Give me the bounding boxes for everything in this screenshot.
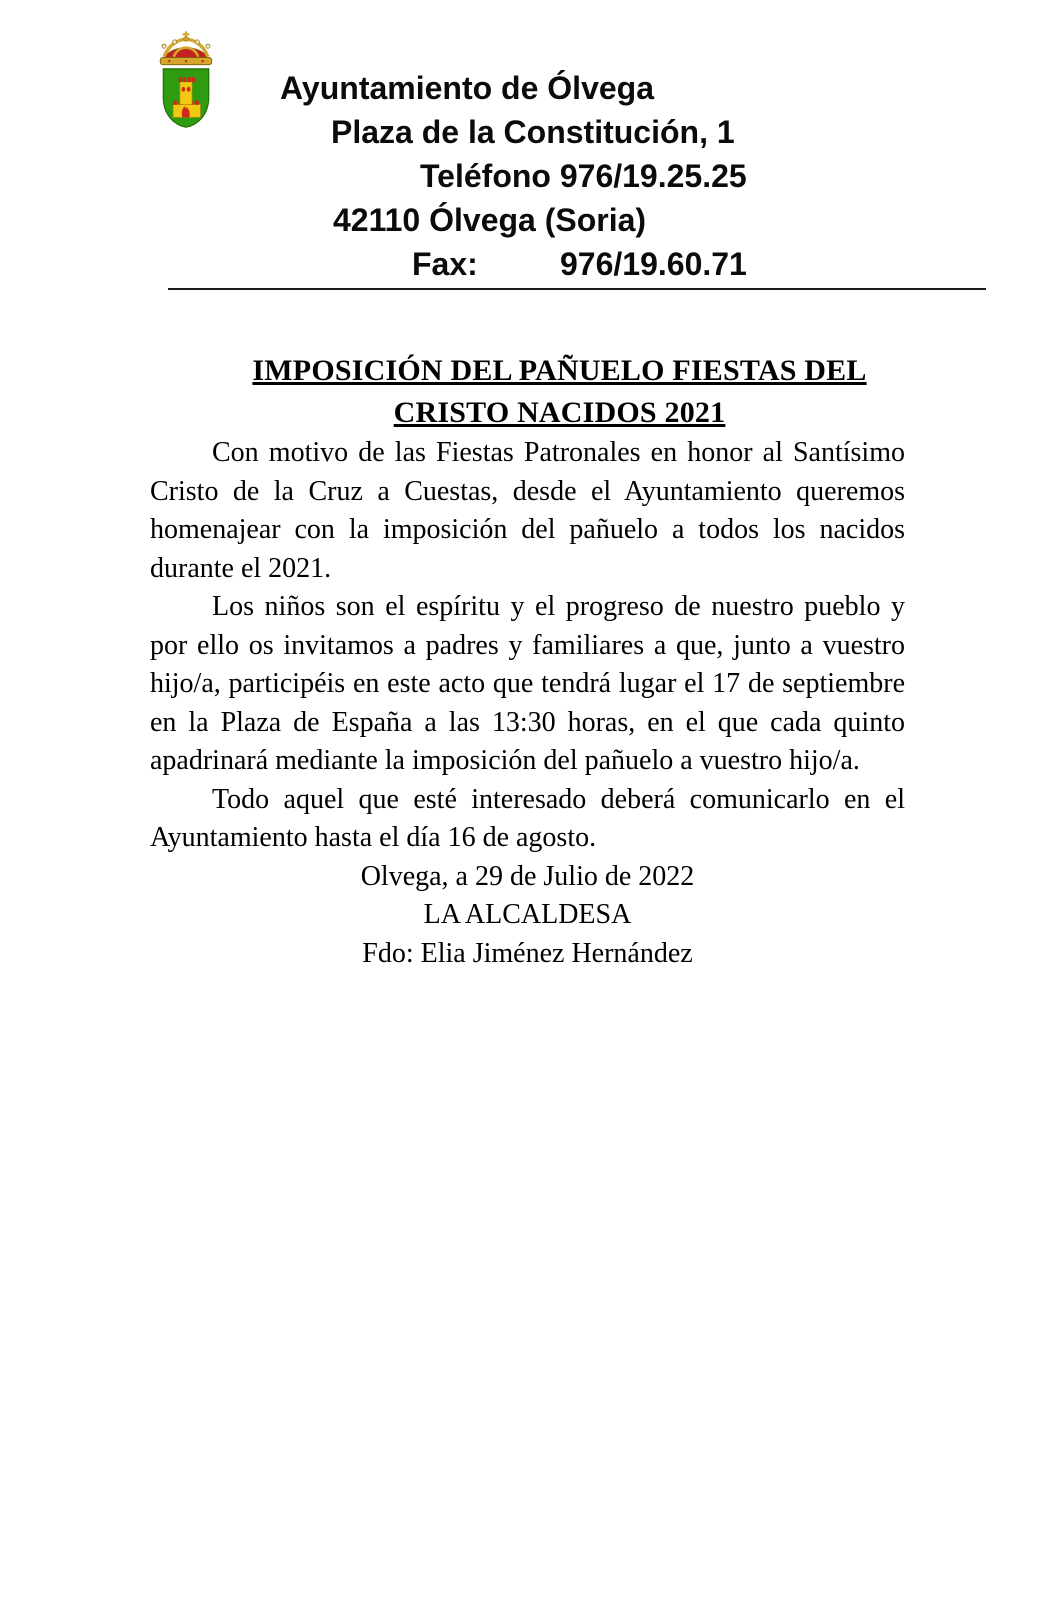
fax-number: 976/19.60.71 (560, 246, 747, 282)
org-name: Ayuntamiento de Ólvega (280, 70, 654, 106)
document-title-line1: IMPOSICIÓN DEL PAÑUELO FIESTAS DEL (252, 354, 867, 387)
header-divider (168, 288, 986, 290)
document-title (150, 350, 905, 434)
address-line: Plaza de la Constitución, 1 (331, 114, 735, 150)
postal-line: 42110 Ólvega (Soria) (333, 202, 647, 238)
paragraph-intro: Con motivo de las Fiestas Patronales en honor al Santísimo Cristo de la Cruz a Cuestas, desde el Ayuntamiento queremos homenajear con la imposición del pañuelo a todos los nacidos durante el 2021. (150, 437, 905, 584)
crown-shape (160, 31, 212, 64)
paragraph-event-details: Los niños son el espíritu y el progreso de nuestro pueblo y por ello os invitamos a padres y familiares a que, junto a vuestro hijo/a, participéis en este acto que tendrá lugar el 17 de septiembre en la Plaza de España a las 13:30 horas, en el que cada quinto apadrinará mediante la imposición del pañuelo a vuestro hijo/a. (150, 591, 905, 776)
document-title-line2: CRISTO NACIDOS 2021 (393, 396, 726, 429)
letterhead (0, 66, 1058, 286)
signer-role: LA ALCALDESA (423, 899, 632, 930)
document-body (150, 350, 905, 973)
fax-label: Fax: (412, 246, 478, 282)
signature-line: Fdo: Elia Jiménez Hernández (362, 937, 693, 969)
paragraph-deadline: Todo aquel que esté interesado deberá comunicarlo en el Ayuntamiento hasta el día 16 de agosto. (150, 783, 905, 853)
phone-line: Teléfono 976/19.25.25 (420, 158, 747, 194)
fax-line (0, 242, 1058, 286)
date-line: Olvega, a 29 de Julio de 2022 (360, 860, 695, 892)
